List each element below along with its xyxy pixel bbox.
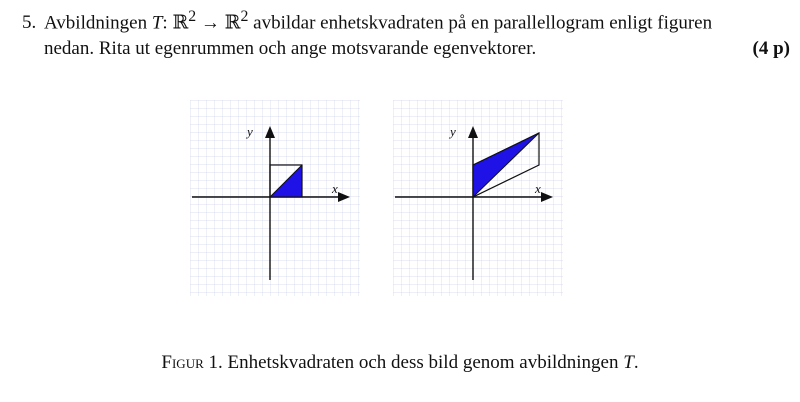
x-axis-label: x <box>332 181 338 196</box>
map-symbol: T <box>151 12 163 34</box>
figure-parallelogram <box>393 100 563 301</box>
y-axis-label: y <box>247 124 253 139</box>
caption-text: Enhetskvadraten och dess bild genom avbildningen <box>222 352 624 373</box>
caption-end: . <box>633 352 639 373</box>
codomain-exponent: 2 <box>240 8 249 25</box>
grid <box>393 100 563 296</box>
points-label: (4 p) <box>752 38 790 60</box>
problem-text-b: avbildar enhetskvadraten på en parallellogram enligt figuren <box>248 12 713 34</box>
problem-text-a: Avbildningen <box>44 12 152 34</box>
parallelogram-plot <box>393 100 563 296</box>
domain-exponent: 2 <box>188 8 197 25</box>
figure-unit-square <box>190 100 360 301</box>
y-axis-label: y <box>450 124 456 139</box>
unit-square-plot <box>190 100 360 296</box>
problem-line-1 <box>22 4 790 36</box>
domain-symbol: ℝ <box>172 12 189 34</box>
problem-text-line2: nedan. Rita ut egenrummen och ange motsvarande egenvektorer. <box>44 38 537 60</box>
problem-statement <box>22 4 790 62</box>
codomain-symbol: ℝ <box>224 12 241 34</box>
map-colon: : <box>162 12 173 34</box>
caption-map-symbol: T <box>623 352 634 373</box>
problem-line-2 <box>22 36 790 62</box>
caption-label: Figur 1. <box>161 352 223 373</box>
arrow-symbol: → <box>196 12 225 34</box>
x-axis-label: x <box>535 181 541 196</box>
problem-number: 5. <box>22 12 37 34</box>
figure-caption <box>0 352 800 374</box>
grid <box>190 100 360 296</box>
